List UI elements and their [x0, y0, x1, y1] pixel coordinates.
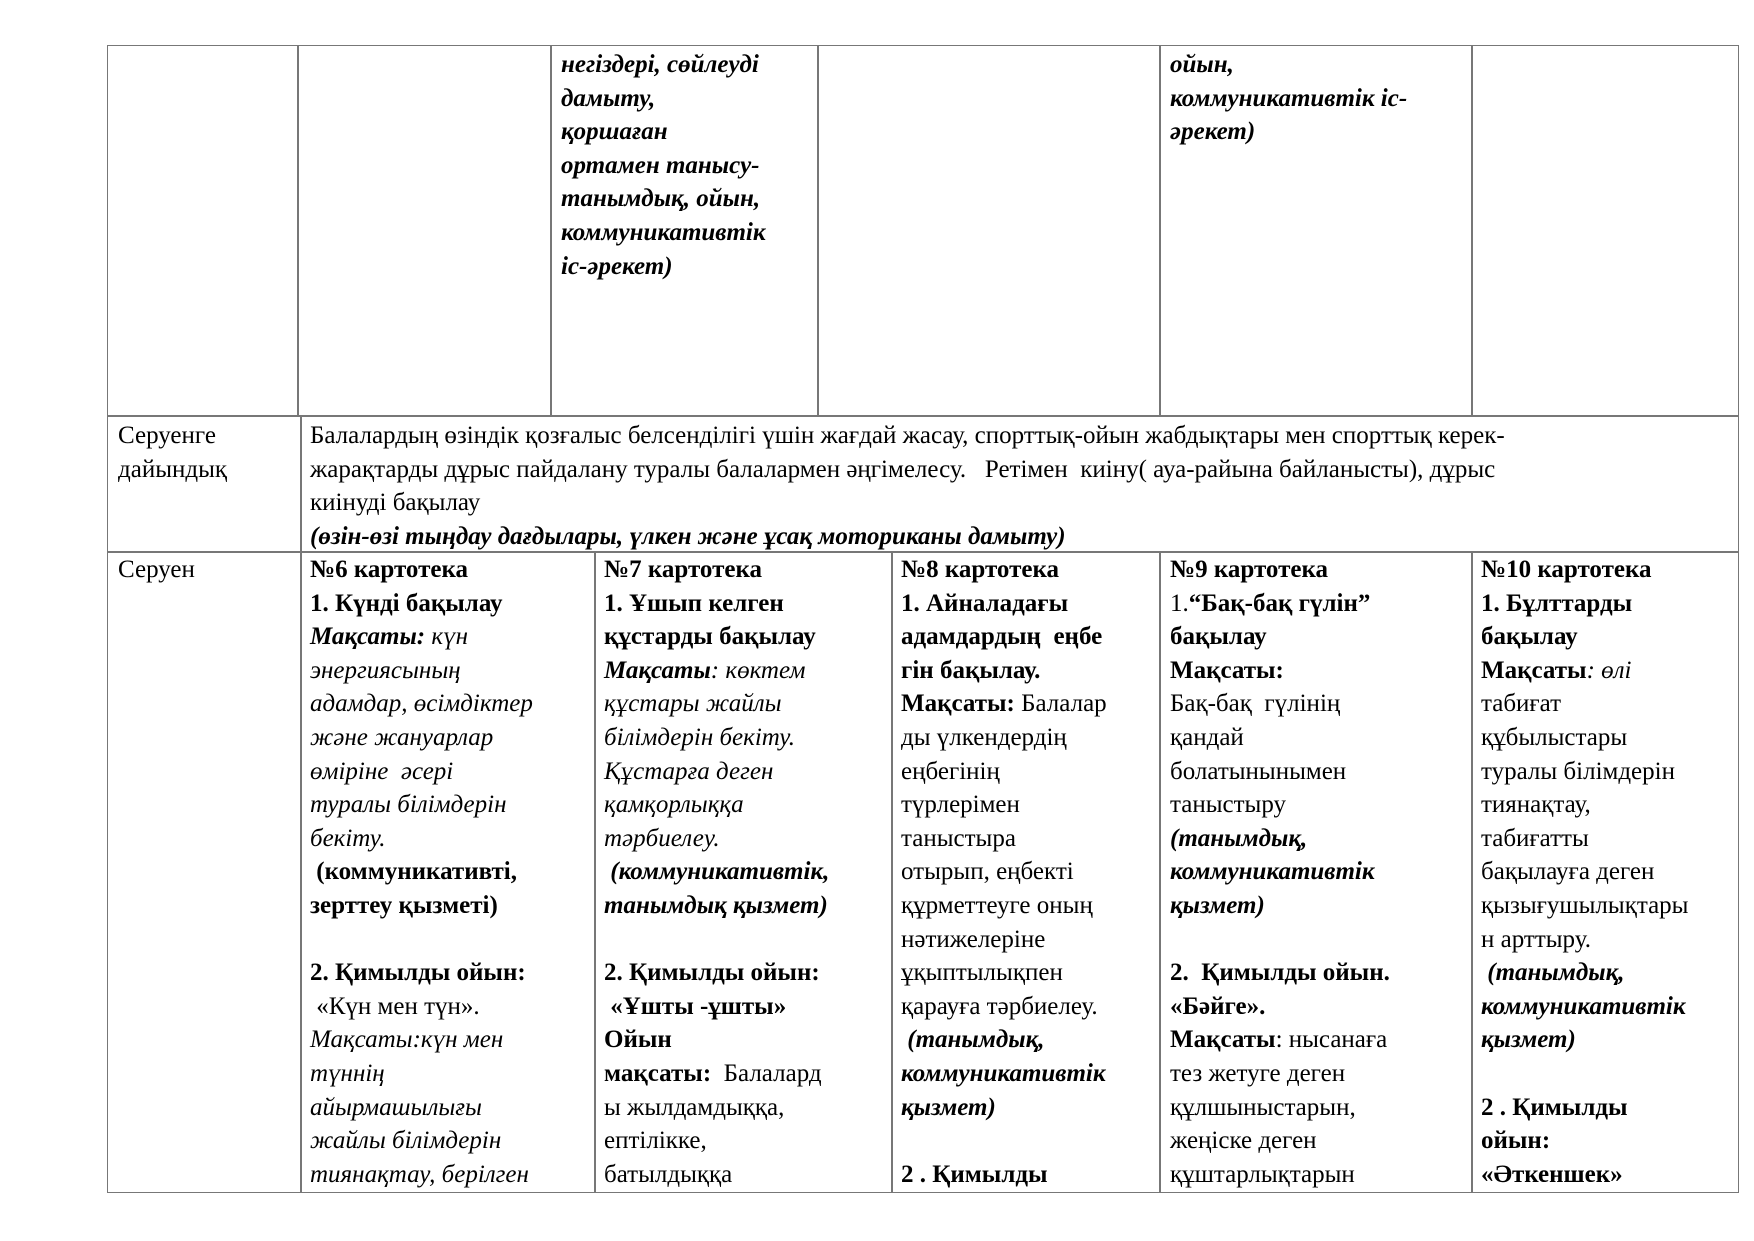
- cell-text-line: коммуникативтік: [561, 219, 766, 246]
- cell-text-line: Құстарға деген: [604, 757, 774, 785]
- prep-label-line: Серуенге: [118, 422, 216, 449]
- cell-text-line: гін бақылау.: [901, 656, 1041, 684]
- cell-text-line: қызмет): [1481, 1026, 1576, 1054]
- col-divider: [550, 45, 552, 415]
- cell-text-line: 1. Ұшып келген: [604, 589, 784, 617]
- cell-text-line: №6 картотека: [310, 556, 468, 583]
- cell-text-line: қызмет): [1170, 892, 1265, 919]
- cell-text-line: дамыту,: [561, 84, 656, 112]
- col-divider: [891, 551, 893, 1193]
- prep-label-line: дайындық: [118, 455, 228, 483]
- cell-text-line: қандай: [1170, 724, 1244, 751]
- cell-text-line: коммуникативтік: [1481, 992, 1686, 1020]
- text-run: : көктем: [710, 656, 806, 684]
- cell-text-line: бекіту.: [310, 824, 386, 852]
- text-run: Мақсаты: [1481, 656, 1587, 684]
- text-run: мақсаты:: [604, 1060, 712, 1087]
- cell-text-line: туралы білімдерін: [1481, 757, 1675, 785]
- prep-text-line: Балалардың өзіндік қозғалыс белсенділігі үшін жағдай жасау, спорттық-ойын жабдықтары мен спорттық керек-: [310, 422, 1505, 449]
- cell-text-line: коммуникативтік: [901, 1060, 1106, 1087]
- col-divider: [594, 551, 596, 1193]
- cell-text-line: еңбегінің: [901, 757, 1000, 785]
- cell-text-line: тиянақтау, берілген: [310, 1160, 529, 1188]
- cell-text-line: 2 . Қимылды: [1481, 1093, 1628, 1121]
- cell-text-line: негіздері, сөйлеуді: [561, 51, 759, 78]
- cell-text-line: табиғат: [1481, 690, 1562, 718]
- cell-text-line: адамдардың еңбе: [901, 623, 1103, 651]
- cell-text-line: (коммуникативті,: [310, 858, 517, 886]
- cell-text-line: зерттеу қызметі): [310, 892, 498, 919]
- cell-text-line: Мақсаты:: [1170, 656, 1284, 684]
- cell-text-line: Бақ-бақ гүлінің: [1170, 690, 1341, 718]
- cell-text-line: №9 картотека: [1170, 556, 1328, 583]
- cell-text-line: туралы білімдерін: [310, 791, 507, 819]
- cell-text-line: айырмашылығы: [310, 1093, 482, 1121]
- cell-text-line: [901, 687, 1107, 721]
- cell-text-line: (танымдық,: [1170, 824, 1308, 852]
- cell-text-line: [604, 1057, 822, 1091]
- cell-text-line: құштарлықтарын: [1170, 1160, 1355, 1188]
- col-divider: [1159, 551, 1161, 1193]
- cell-text-line: (танымдық,: [901, 1026, 1045, 1054]
- walk-label: Серуен: [118, 556, 195, 583]
- cell-text-line: нәтижелеріне: [901, 925, 1046, 953]
- cell-text-line: түннің: [310, 1060, 385, 1087]
- cell-text-line: 1. Күнді бақылау: [310, 589, 503, 617]
- cell-text-line: ұқыптылықпен: [901, 959, 1063, 987]
- cell-text-line: тиянақтау,: [1481, 791, 1591, 819]
- cell-text-line: (коммуникативтік,: [604, 858, 830, 886]
- text-run: Мақсаты: [1170, 1026, 1276, 1054]
- cell-text-line: 2. Қимылды ойын:: [310, 959, 526, 987]
- cell-text-line: [1481, 654, 1631, 688]
- cell-text-line: өміріне әсері: [310, 757, 454, 785]
- cell-text-line: танымдық, ойын,: [561, 185, 761, 213]
- text-run: : нысанаға: [1275, 1026, 1388, 1054]
- cell-text-line: «Ұшты -ұшты»: [604, 992, 787, 1020]
- text-run: Мақсаты: [604, 656, 711, 684]
- cell-text-line: «Бәйге».: [1170, 992, 1266, 1020]
- cell-text-line: ойын:: [1481, 1127, 1551, 1155]
- cell-text-line: құстары жайлы: [604, 690, 782, 718]
- cell-text-line: танымдық қызмет): [604, 892, 828, 919]
- cell-text-line: (танымдық,: [1481, 959, 1625, 987]
- cell-text-line: н арттыру.: [1481, 925, 1591, 953]
- cell-text-line: адамдар, өсімдіктер: [310, 690, 533, 718]
- cell-text-line: бақылауға деген: [1481, 858, 1655, 886]
- cell-text-line: ойын,: [1170, 51, 1234, 78]
- cell-text-line: коммуникативтік: [1170, 858, 1375, 886]
- cell-text-line: коммуникативтік іс-: [1170, 84, 1408, 112]
- cell-text-line: тез жетуге деген: [1170, 1060, 1346, 1087]
- text-run: күн: [425, 623, 468, 651]
- cell-text-line: №10 картотека: [1481, 556, 1652, 583]
- text-run: Мақсаты:: [310, 623, 426, 651]
- text-run: Балалар: [1014, 690, 1107, 718]
- col-divider: [300, 415, 302, 551]
- cell-text-line: қызығушылықтары: [1481, 892, 1689, 919]
- cell-text-line: бақылау: [1170, 623, 1267, 651]
- text-run: Балалард: [711, 1060, 822, 1087]
- cell-text-line: әрекет): [1170, 118, 1256, 146]
- cell-text-line: 1. Айналадағы: [901, 589, 1069, 617]
- col-divider: [1159, 45, 1161, 415]
- cell-text-line: №7 картотека: [604, 556, 762, 583]
- text-run: Мақсаты:: [901, 690, 1015, 718]
- cell-text-line: отырып, еңбекті: [901, 858, 1074, 886]
- cell-text-line: батылдыққа: [604, 1160, 733, 1188]
- cell-text-line: [310, 620, 468, 654]
- cell-text-line: қоршаған: [561, 118, 668, 146]
- cell-text-line: жайлы білімдерін: [310, 1127, 502, 1155]
- cell-text-line: Мақсаты:күн мен: [310, 1026, 504, 1054]
- text-run: : өлі: [1586, 656, 1632, 684]
- cell-text-line: ортамен танысу-: [561, 151, 760, 179]
- cell-text-line: түрлерімен: [901, 791, 1020, 819]
- text-run: “Бақ-бақ гүлін”: [1188, 589, 1371, 617]
- cell-text-line: ды үлкендердің: [901, 724, 1067, 751]
- cell-text-line: 2. Қимылды ойын.: [1170, 959, 1390, 987]
- cell-text-line: тәрбиелеу.: [604, 824, 720, 852]
- cell-text-line: қарауға тәрбиелеу.: [901, 992, 1098, 1020]
- cell-text-line: іс-әрекет): [561, 252, 673, 280]
- col-divider: [297, 45, 299, 415]
- cell-text-line: «Әткеншек»: [1481, 1160, 1623, 1188]
- cell-text-line: 2. Қимылды ойын:: [604, 959, 820, 987]
- prep-text-line: киінуді бақылау: [310, 489, 481, 517]
- cell-text-line: [604, 654, 805, 688]
- cell-text-line: №8 картотека: [901, 556, 1059, 583]
- col-divider: [1471, 45, 1473, 415]
- cell-text-line: 2 . Қимылды: [901, 1160, 1048, 1188]
- cell-text-line: және жануарлар: [310, 724, 494, 751]
- col-divider: [300, 551, 302, 1193]
- cell-text-line: білімдерін бекіту.: [604, 724, 795, 751]
- cell-text-line: бақылау: [1481, 623, 1578, 651]
- cell-text-line: ы жылдамдыққа,: [604, 1093, 785, 1121]
- col-divider: [1471, 551, 1473, 1193]
- cell-text-line: [1170, 1023, 1387, 1057]
- cell-text-line: құстарды бақылау: [604, 623, 816, 651]
- text-run: 1.: [1170, 589, 1189, 617]
- cell-text-line: ептілікке,: [604, 1127, 707, 1155]
- cell-text-line: «Күн мен түн».: [310, 992, 480, 1020]
- col-divider: [817, 45, 819, 415]
- cell-text-line: қызмет): [901, 1093, 996, 1121]
- cell-text-line: құлшыныстарын,: [1170, 1093, 1356, 1121]
- prep-text-line: жарақтарды дұрыс пайдалану туралы балалармен әңгімелесу. Ретімен киіну( ауа-райына байланысты), дұрыс: [310, 455, 1496, 483]
- cell-text-line: таныстыру: [1170, 791, 1286, 819]
- cell-text-line: құбылыстары: [1481, 724, 1628, 751]
- cell-text-line: болатынынымен: [1170, 757, 1347, 785]
- cell-text-line: 1. Бұлттарды: [1481, 589, 1633, 617]
- cell-text-line: құрметтеуге оның: [901, 892, 1093, 919]
- row-divider: [107, 415, 1739, 417]
- cell-text-line: табиғатты: [1481, 824, 1589, 852]
- cell-text-line: энергиясының: [310, 656, 461, 684]
- cell-text-line: жеңіске деген: [1170, 1127, 1317, 1155]
- cell-text-line: [1170, 587, 1370, 621]
- prep-note: (өзін-өзі тыңдау дағдылары, үлкен және ұсақ моториканы дамыту): [310, 523, 1066, 550]
- cell-text-line: таныстыра: [901, 824, 1016, 852]
- cell-text-line: қамқорлыққа: [604, 791, 744, 819]
- cell-text-line: Ойын: [604, 1026, 672, 1054]
